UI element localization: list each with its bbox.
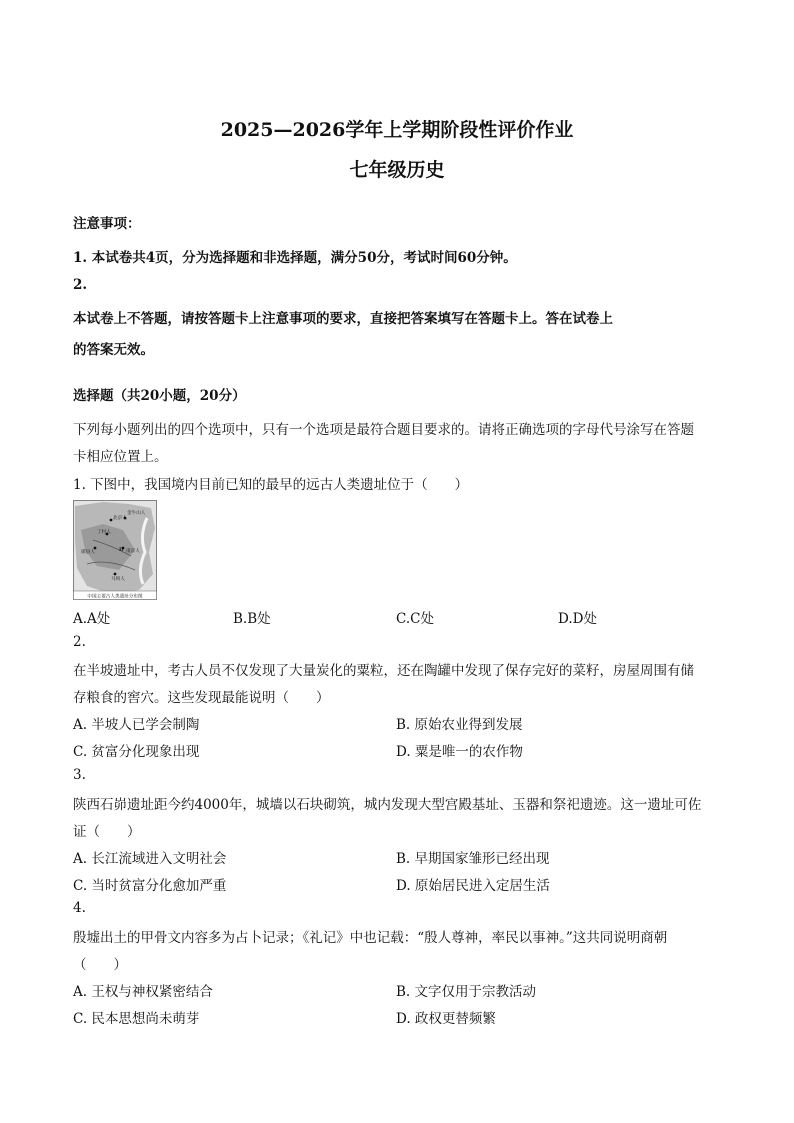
q3-stem-line-1: 陕西石峁遗址距今约4000年，城墙以石块砌筑，城内发现大型宫殿基址、玉器和祭祀遗迹。这一遗址可佐	[73, 797, 702, 813]
exam-title: 2025—2026学年上学期阶段性评价作业	[220, 119, 574, 141]
q4-number: 4.	[73, 900, 86, 916]
map-label-beijing: 北京人	[113, 516, 127, 521]
q4-option-a: A. 王权与神权紧密结合	[73, 984, 213, 1000]
q2-stem-line-2: 存粮食的窖穴。这些发现最能说明（ ）	[73, 690, 330, 706]
notice-heading: 注意事项：	[73, 216, 141, 232]
map-label-dingcun: 丁村人	[97, 530, 111, 535]
q4-option-d: D. 政权更替频繁	[396, 1011, 496, 1027]
map-label-nanjing: 南京人	[126, 549, 140, 554]
q1-option-d: D.D处	[558, 611, 597, 627]
q4-option-b: B. 文字仅用于宗教活动	[396, 984, 537, 1000]
map-label-maba: 马坝人	[111, 577, 125, 582]
q4-stem-line-1: 殷墟出土的甲骨文内容多为占卜记录；《礼记》中也记载：“殷人尊神，率民以事神。”这共同说明商朝	[73, 930, 668, 946]
q3-option-a: A. 长江流域进入文明社会	[73, 851, 227, 867]
section-heading: 选择题（共20小题，20分）	[73, 388, 246, 404]
q2-option-c: C. 贫富分化现象出现	[73, 744, 200, 760]
notice-item-2-line-2: 的答案无效。	[73, 342, 154, 358]
map-site-dot-6	[114, 573, 117, 576]
notice-item-1: 1. 本试卷共4页，分为选择题和非选择题，满分50分，考试时间60分钟。	[73, 250, 517, 266]
section-instruction-line-1: 下列每小题列出的四个选项中，只有一个选项是最符合题目要求的。请将正确选项的字母代号涂写在答题	[73, 422, 694, 438]
q2-number: 2.	[73, 634, 86, 650]
q1-option-a: A.A处	[73, 611, 111, 627]
q2-option-b: B. 原始农业得到发展	[396, 717, 523, 733]
section-instruction-line-2: 卡相应位置上。	[73, 449, 168, 465]
map-caption: 中国主要古人类遗址分布图	[87, 594, 143, 600]
notice-item-2-line-1: 本试卷上不答题，请按答题卡上注意事项的要求，直接把答案填写在答题卡上。答在试卷上	[73, 311, 613, 327]
q1-option-b: B.B处	[233, 611, 271, 627]
map-label-yunxian: 郧县人	[81, 550, 95, 555]
q3-option-d: D. 原始居民进入定居生活	[396, 878, 550, 894]
map-site-dot-4	[94, 547, 97, 550]
exam-subtitle: 七年级历史	[349, 159, 445, 181]
q3-number: 3.	[73, 767, 86, 783]
notice-item-2-number: 2.	[73, 277, 88, 293]
q4-stem-line-2: （ ）	[73, 957, 127, 973]
q4-option-c: C. 民本思想尚未萌芽	[73, 1011, 200, 1027]
q2-option-a: A. 半坡人已学会制陶	[73, 717, 200, 733]
q3-option-c: C. 当时贫富分化愈加严重	[73, 878, 227, 894]
q1-stem: 1. 下图中，我国境内目前已知的最早的远古人类遗址位于（ ）	[73, 477, 469, 493]
q3-stem-line-2: 证（ ）	[73, 824, 141, 840]
q2-stem-line-1: 在半坡遗址中，考古人员不仅发现了大量炭化的粟粒，还在陶罐中发现了保存完好的菜籽，房屋周围有储	[73, 663, 694, 679]
map-site-dot-1	[110, 519, 113, 522]
ancient-sites-map	[73, 500, 157, 600]
q3-option-b: B. 早期国家雏形已经出现	[396, 851, 550, 867]
map-label-jinniushan: 金牛山人	[127, 511, 146, 516]
map-label-d: D	[119, 547, 124, 553]
q2-option-d: D. 粟是唯一的农作物	[396, 744, 523, 760]
q1-option-c: C.C处	[396, 611, 434, 627]
